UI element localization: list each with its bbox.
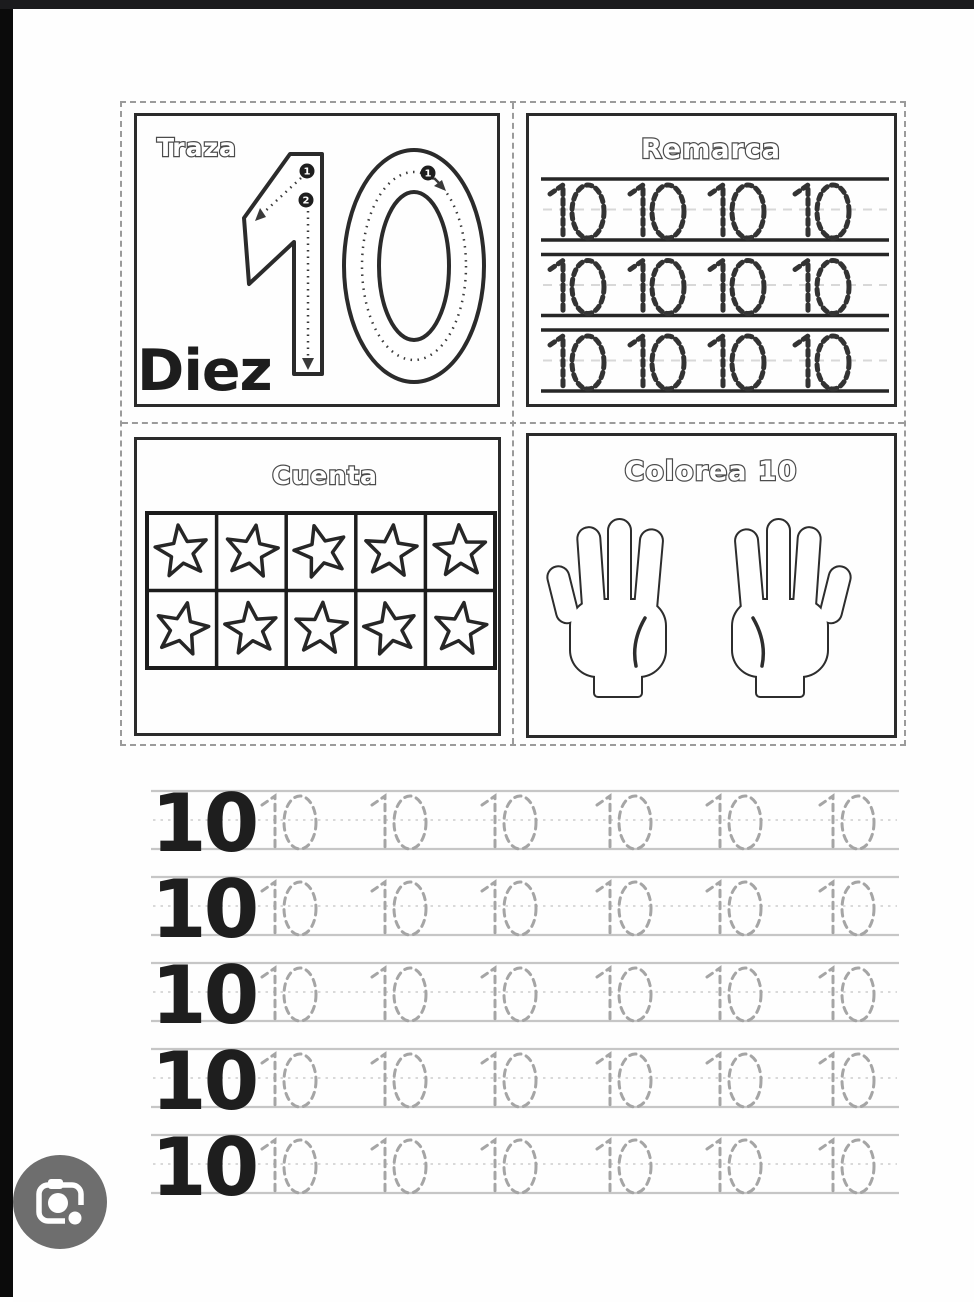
google-lens-camera-icon	[13, 1155, 107, 1249]
trace-number-10	[550, 185, 604, 238]
trace-number-10	[597, 968, 651, 1021]
star-outline	[153, 521, 211, 576]
card-remarca	[526, 113, 897, 407]
remarca-trace-rows	[541, 179, 889, 391]
trace-number-10	[262, 882, 316, 935]
trace-number-10	[707, 882, 761, 935]
trace-number-10	[707, 1054, 761, 1107]
trace-number-10	[597, 882, 651, 935]
trace-number-10	[597, 1054, 651, 1107]
left-hand-outline	[546, 520, 667, 696]
trace-number-10	[795, 261, 849, 314]
star-outline	[360, 598, 420, 656]
trace-number-10	[795, 336, 849, 389]
trace-number-10	[597, 1140, 651, 1193]
solid-number-example: 10	[151, 957, 257, 1031]
trace-number-10	[550, 336, 604, 389]
dashed-cut-line-horizontal	[122, 422, 904, 424]
trace-number-10	[372, 882, 426, 935]
star-outline	[222, 521, 281, 578]
top-letterbox-bar	[0, 0, 974, 9]
trace-number-10	[482, 1054, 536, 1107]
traza-big-number-outline	[244, 150, 484, 382]
star-outline	[432, 599, 490, 654]
star-outline	[363, 522, 419, 576]
practice-row	[147, 1043, 907, 1117]
star-outline	[289, 519, 351, 579]
trace-number-10	[597, 796, 651, 849]
trace-number-10	[820, 1140, 874, 1193]
trace-number-10	[710, 261, 764, 314]
trace-number-10	[630, 336, 684, 389]
practice-lines	[147, 785, 907, 1225]
stroke-dot-1: 1	[303, 166, 311, 178]
left-letterbox-bar	[0, 9, 13, 1297]
ten-frame-grid	[147, 513, 495, 668]
trace-number-10	[820, 968, 874, 1021]
trace-number-10	[372, 1054, 426, 1107]
right-hand-outline	[731, 520, 852, 696]
star-outline	[433, 523, 487, 574]
trace-number-10	[482, 882, 536, 935]
trace-number-10	[707, 1140, 761, 1193]
trace-number-10	[710, 336, 764, 389]
trace-number-10	[795, 185, 849, 238]
trace-number-10	[482, 968, 536, 1021]
trace-number-10	[707, 968, 761, 1021]
trace-number-10	[630, 185, 684, 238]
trace-number-10	[710, 185, 764, 238]
trace-number-10	[820, 1054, 874, 1107]
solid-number-example: 10	[151, 871, 257, 945]
worksheet-page	[13, 9, 974, 1302]
trace-number-10	[707, 796, 761, 849]
stroke-dot-2: 2	[302, 195, 310, 207]
trace-number-10	[372, 1140, 426, 1193]
star-outline	[294, 601, 349, 653]
trace-number-10	[262, 968, 316, 1021]
camera-search-button[interactable]	[13, 1155, 107, 1249]
card-remarca-title: Remarca	[641, 134, 781, 165]
solid-number-example: 10	[151, 1129, 257, 1203]
solid-number-example: 10	[151, 785, 257, 859]
practice-row	[147, 1129, 907, 1203]
card-traza-title: Traza	[157, 133, 237, 162]
trace-number-10	[482, 796, 536, 849]
practice-row	[147, 785, 907, 859]
card-colorea	[526, 433, 897, 738]
card-cuenta-title: Cuenta	[272, 461, 378, 490]
card-cuenta	[134, 437, 501, 736]
star-outline	[223, 599, 280, 654]
trace-number-10	[372, 968, 426, 1021]
solid-number-example: 10	[151, 1043, 257, 1117]
trace-number-10	[820, 796, 874, 849]
stroke-dot-3: 1	[424, 168, 432, 180]
trace-number-10	[262, 796, 316, 849]
trace-number-10	[550, 261, 604, 314]
number-word: Diez	[137, 338, 272, 404]
trace-number-10	[262, 1140, 316, 1193]
card-colorea-title: Colorea 10	[624, 456, 798, 487]
star-outline	[152, 598, 212, 656]
trace-number-10	[820, 882, 874, 935]
card-traza	[134, 113, 500, 407]
worksheet-cards	[120, 101, 906, 746]
practice-row	[147, 871, 907, 945]
trace-number-10	[630, 261, 684, 314]
trace-number-10	[262, 1054, 316, 1107]
trace-number-10	[372, 796, 426, 849]
trace-number-10	[482, 1140, 536, 1193]
practice-row	[147, 957, 907, 1031]
